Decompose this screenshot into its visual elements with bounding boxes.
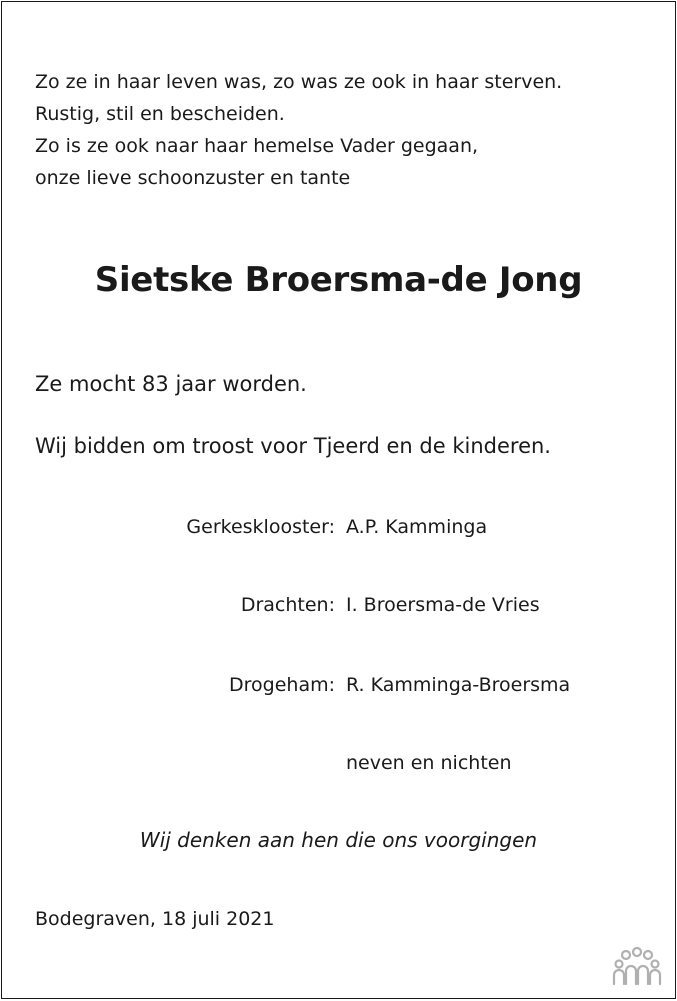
family-person: A.P. Kamminga xyxy=(346,516,488,538)
prayer-text: Wij bidden om troost voor Tjeerd en de kinderen. xyxy=(35,434,551,458)
family-person: I. Broersma-de Vries xyxy=(346,594,540,616)
family-people-icon xyxy=(611,946,663,986)
family-entry xyxy=(2,752,677,780)
family-entry xyxy=(2,594,677,622)
poem-line: onze lieve schoonzuster en tante xyxy=(35,167,351,189)
obituary-card xyxy=(1,1,676,999)
family-place: Gerkesklooster: xyxy=(186,516,335,538)
age-text: Ze mocht 83 jaar worden. xyxy=(35,372,307,396)
family-place: Drachten: xyxy=(240,594,335,616)
family-person: neven en nichten xyxy=(346,752,512,774)
place-date: Bodegraven, 18 juli 2021 xyxy=(35,908,275,930)
family-entry xyxy=(2,674,677,702)
deceased-name: Sietske Broersma-de Jong xyxy=(94,260,583,300)
poem-line: Zo is ze ook naar haar hemelse Vader gegaan, xyxy=(35,135,479,157)
family-person: R. Kamminga-Broersma xyxy=(346,674,571,696)
closing-text: Wij denken aan hen die ons voorgingen xyxy=(139,828,538,852)
family-entry xyxy=(2,516,677,544)
family-place: Drogeham: xyxy=(229,674,335,696)
poem xyxy=(35,66,562,194)
poem-line: Rustig, stil en bescheiden. xyxy=(35,103,285,125)
poem-line: Zo ze in haar leven was, zo was ze ook in haar sterven. xyxy=(35,71,563,93)
